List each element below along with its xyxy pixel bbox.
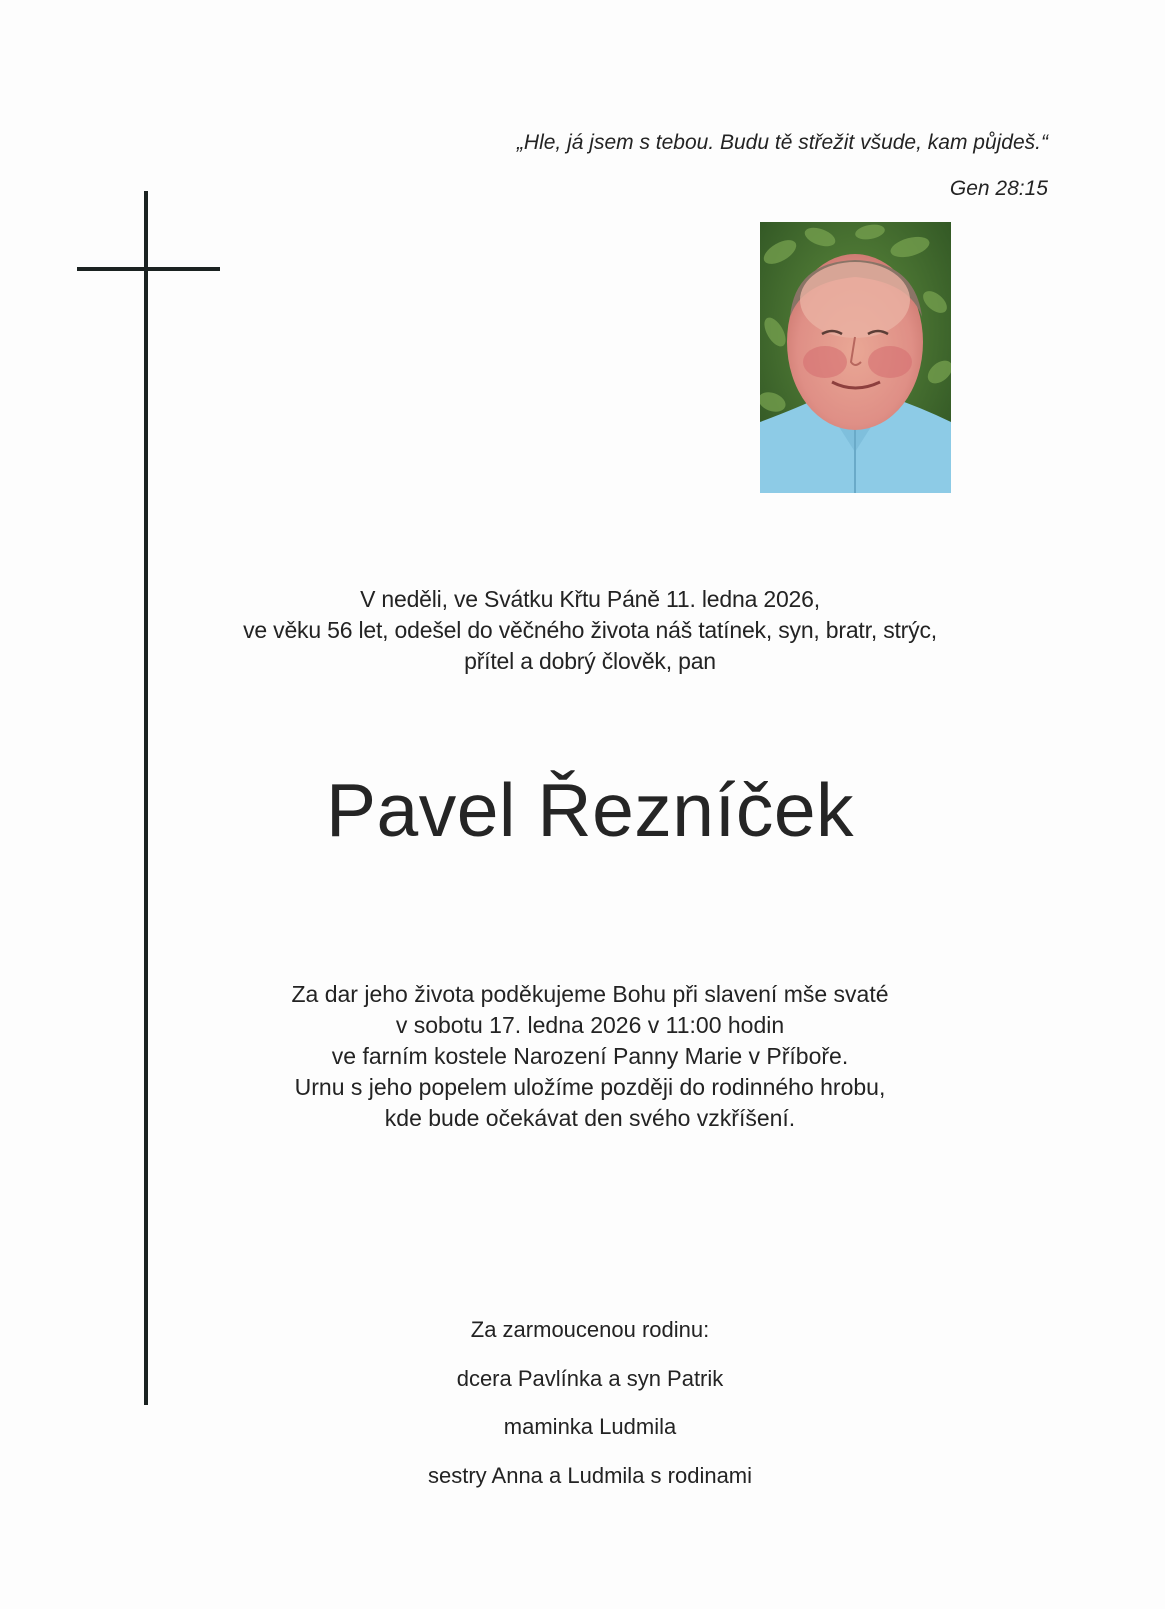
intro-line: ve věku 56 let, odešel do věčného života náš tatínek, syn, bratr, strýc,: [243, 617, 937, 643]
intro-line: přítel a dobrý člověk, pan: [464, 648, 716, 674]
portrait-image: [760, 222, 951, 493]
signature-line: maminka Ludmila: [503, 1414, 677, 1439]
signature-heading: Za zarmoucenou rodinu:: [470, 1317, 710, 1342]
ceremony-line: v sobotu 17. ledna 2026 v 11:00 hodin: [395, 1012, 785, 1038]
cross-vertical-bar: [144, 191, 148, 1405]
signature-line: dcera Pavlínka a syn Patrik: [456, 1365, 724, 1391]
ceremony-line: ve farním kostele Narození Panny Marie v Příboře.: [331, 1043, 849, 1069]
family-signature: [160, 1306, 1020, 1500]
ceremony-line: kde bude očekávat den svého vzkříšení.: [384, 1105, 796, 1131]
intro-text: [160, 584, 1020, 677]
deceased-name: Pavel Řezníček: [325, 768, 855, 852]
ceremony-line: Urnu s jeho popelem uložíme později do rodinného hrobu,: [294, 1074, 886, 1100]
bible-quote-reference: Gen 28:15: [949, 177, 1048, 200]
ceremony-line: Za dar jeho života poděkujeme Bohu při slavení mše svaté: [291, 981, 889, 1007]
ceremony-text: [160, 979, 1020, 1134]
portrait-photo: [760, 222, 951, 493]
bible-quote: „Hle, já jsem s tebou. Budu tě střežit všude, kam půjdeš.“: [516, 131, 1048, 154]
intro-line: V neděli, ve Svátku Křtu Páně 11. ledna 2026,: [360, 586, 820, 612]
cross-horizontal-bar: [77, 267, 220, 271]
signature-line: sestry Anna a Ludmila s rodinami: [427, 1462, 753, 1488]
